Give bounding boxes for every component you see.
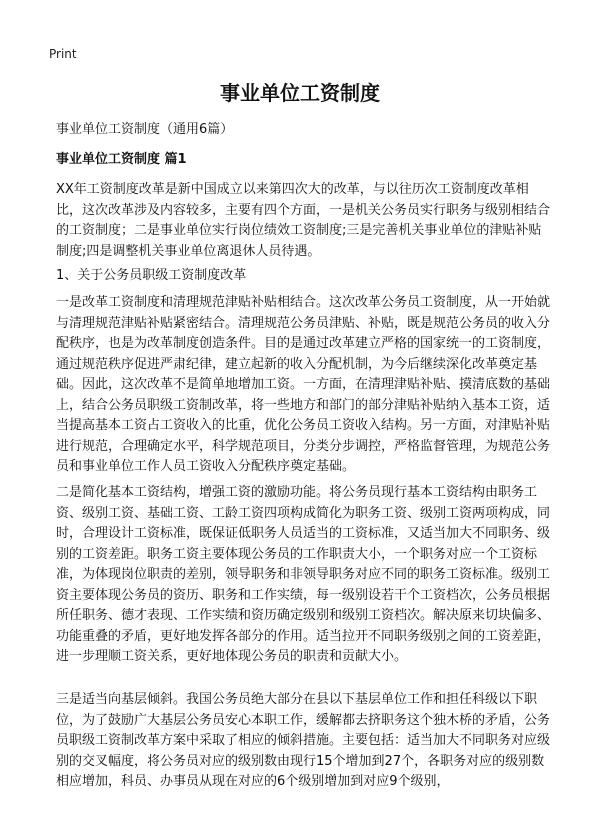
section-heading: 事业单位工资制度 篇1 — [56, 152, 187, 167]
body-paragraph: 二是简化基本工资结构，增强工资的激励功能。将公务员现行基本工资结构由职务工资、级别工资、基础工资、工龄工资四项构成简化为职务工资、级别工资两项构成，同时，合理设计工资标准，既保证低职务人员适当的工资标准，又适当加大不同职务、级别的工资差距。职务工资主要体现公务员的工作职责大小，一个职务对应一个工资标准，为体现岗位职责的差别，领导职务和非领导职务对应不同的职务工资标准。级别工资主要体现公务员的资历、职务和工作实绩，每一级别设若干个工资档次，公务员根据所任职务、德才表现、工作实绩和资历确定级别和级别工资档次。解决原来切块偏多、功能重叠的矛盾，更好地发挥各部分的作用。适当拉开不同职务级别之间的工资差距，进一步理顺工资关系，更好地体现公务员的职责和贡献大小。 — [56, 485, 551, 664]
body-paragraph: 一是改革工资制度和清理规范津贴补贴相结合。这次改革公务员工资制度，从一开始就与清理规范津贴补贴紧密结合。清理规范公务员津贴、补贴，既是规范公务员的收入分配秩序，也是为改革制度创造条件。目的是通过改革建立严格的国家统一的工资制度，通过规范秩序促进严肃纪律，建立起新的收入分配机制，为今后继续深化改革奠定基础。因此，这次改革不是简单地增加工资。一方面，在清理津贴补贴、摸清底数的基础上，结合公务员职级工资制改革，将一些地方和部门的部分津贴补贴纳入基本工资，适当提高基本工资占工资收入的比重，优化公务员工资收入结构。另一方面，对津贴补贴进行规范，合理确定水平，科学规范项目，分类分步调控，严格监督管理，为规范公务员和事业单位工作人员工资收入分配秩序奠定基础。 — [56, 295, 551, 474]
document-subtitle: 事业单位工资制度（通用6篇） — [56, 122, 234, 137]
page-title: 事业单位工资制度 — [220, 81, 380, 105]
subheading-paragraph: 1、关于公务员职级工资制度改革 — [56, 268, 247, 283]
body-paragraph: 三是适当向基层倾斜。我国公务员绝大部分在县以下基层单位工作和担任科级以下职位，为了鼓励广大基层公务员安心本职工作，缓解都去挤职务这个独木桥的矛盾，公务员职级工资制改革方案中采取了相应的倾斜措施。主要包括：适当加大不同职务对应级别的交叉幅度，将公务员对应的级别数由现行15个增加到27个，各职务对应的级别数相应增加，科员、办事员从现在对应的6个级别增加到对应9个级别， — [56, 692, 551, 789]
print-link[interactable]: Print — [49, 47, 77, 61]
intro-paragraph: XX年工资制度改革是新中国成立以来第四次大的改革，与以往历次工资制度改革相比，这次改革涉及内容较多，主要有四个方面，一是机关公务员实行职务与级别相结合的工资制度；二是事业单位实行岗位绩效工资制度;三是完善机关事业单位的津贴补贴制度;四是调整机关事业单位离退休人员待遇。 — [56, 182, 551, 259]
